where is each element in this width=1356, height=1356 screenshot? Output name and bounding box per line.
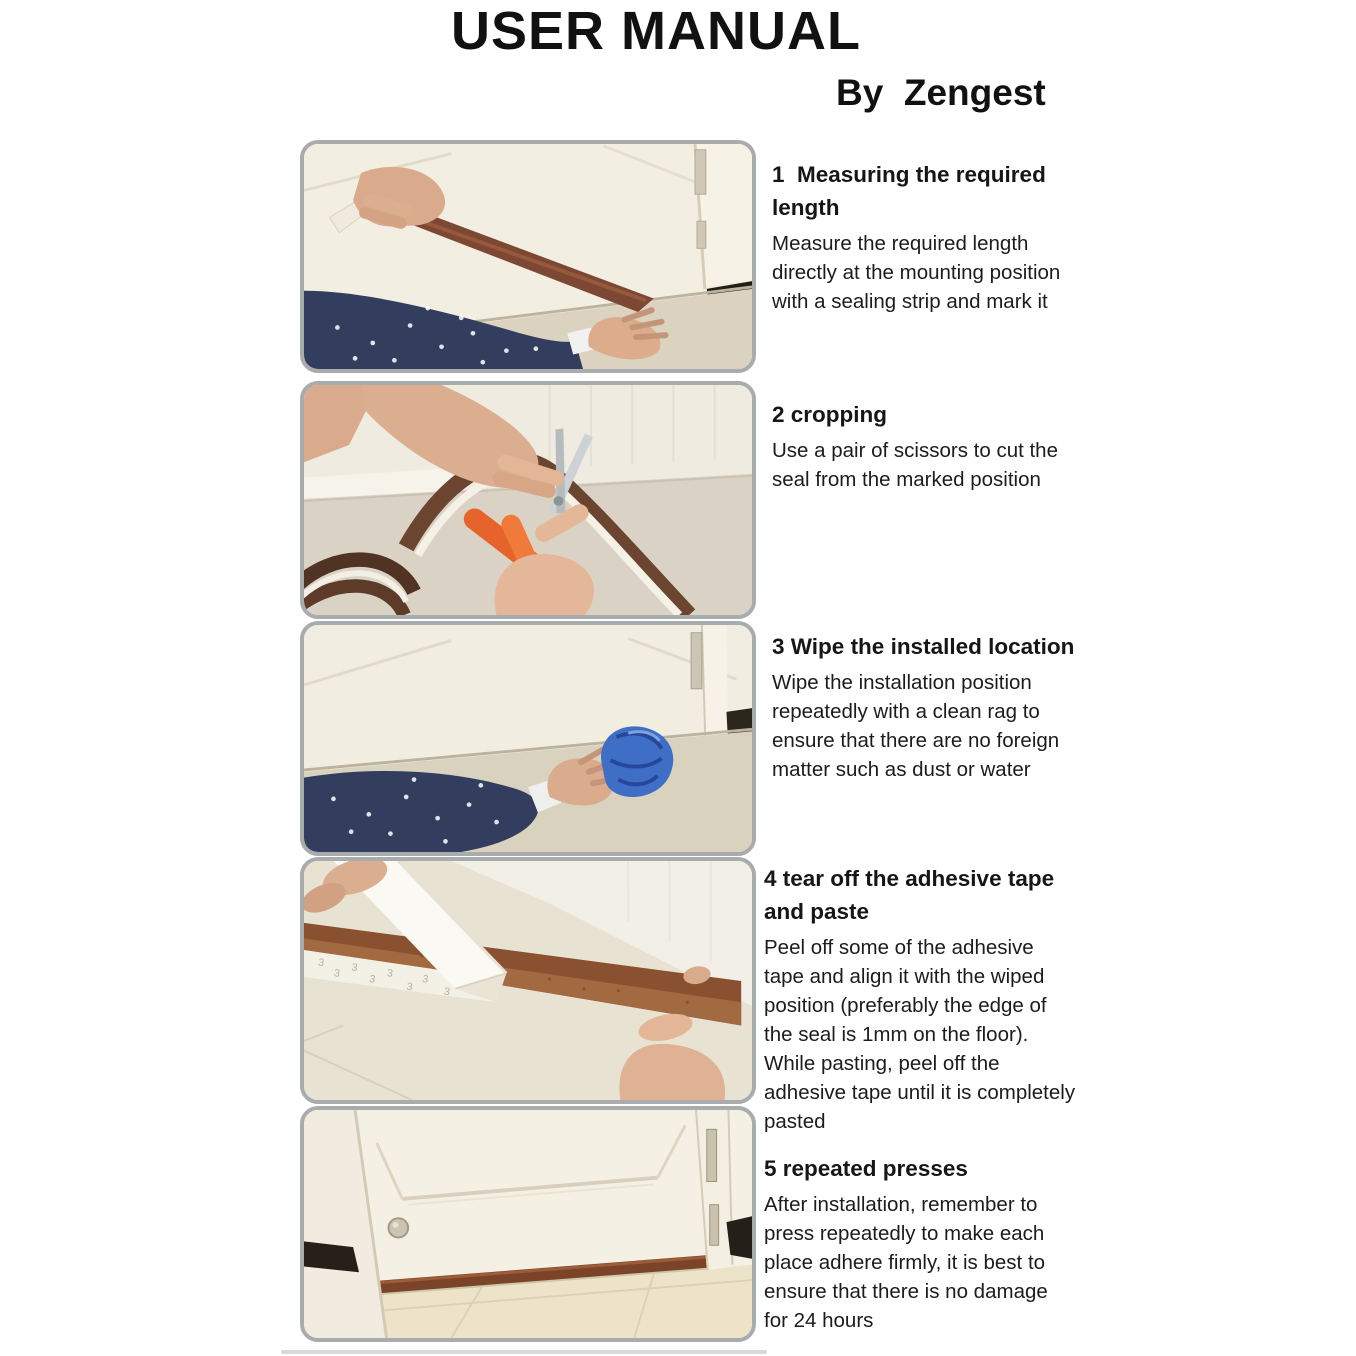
liner-mark: 3 <box>350 961 359 975</box>
step3-heading: 3 Wipe the installed location <box>772 634 1075 659</box>
right-baseboard <box>726 1216 752 1259</box>
measuring-illustration <box>304 144 752 369</box>
peeling-illustration <box>304 861 752 1100</box>
step5-text-block <box>764 1152 1076 1335</box>
next-photo-cropped-edge <box>281 1350 767 1354</box>
step1-measuring-photo <box>300 140 756 373</box>
step5-heading: 5 repeated presses <box>764 1156 968 1181</box>
cropping-illustration <box>304 385 752 615</box>
step2-body: Use a pair of scissors to cut the seal from the marked position <box>772 439 1058 491</box>
door-hinge-icon <box>710 1205 719 1246</box>
page-title: USER MANUAL <box>451 1 861 61</box>
step5-installed-photo <box>300 1106 756 1342</box>
step4-body: Peel off some of the adhesive tape and align it with the wiped position (preferably the edge of the seal is 1mm on the floor). While pasting, peel off the adhesive tape until it is completely pasted <box>764 936 1076 1133</box>
step3-text-block <box>772 630 1080 784</box>
liner-mark: 3 <box>386 967 394 980</box>
step4-peeling-photo <box>300 857 756 1104</box>
step1-heading: 1 Measuring the required length <box>772 162 1053 220</box>
step3-body: Wipe the installation position repeatedly with a clean rag to ensure that there are no foreign matter such as dust or water <box>772 671 1060 781</box>
step5-body: After installation, remember to press repeatedly to make each place adhere firmly, it is best to ensure that there is no damage for 24 hours <box>764 1193 1048 1332</box>
liner-mark: 3 <box>421 973 430 986</box>
liner-mark: 3 <box>317 956 325 970</box>
liner-mark: 3 <box>333 967 341 980</box>
wiping-illustration <box>304 625 752 852</box>
door-hinge-icon <box>707 1129 717 1181</box>
liner-mark: 3 <box>443 985 451 999</box>
step4-heading: 4 tear off the adhesive tape and paste <box>764 866 1061 924</box>
step1-body: Measure the required length directly at the mounting position with a sealing strip and mark it <box>772 232 1061 313</box>
liner-mark: 3 <box>368 973 377 986</box>
installed-illustration <box>304 1110 752 1338</box>
step4-text-block <box>764 862 1076 1136</box>
step2-heading: 2 cropping <box>772 402 888 427</box>
step2-cropping-photo <box>300 381 756 619</box>
page-subtitle: By Zengest <box>836 72 1046 113</box>
liner-mark: 3 <box>405 980 414 994</box>
step1-text-block <box>772 158 1080 316</box>
step2-text-block <box>772 398 1080 494</box>
step3-wiping-photo <box>300 621 756 856</box>
door-hinge-icon <box>691 633 702 689</box>
door-lock-icon <box>388 1218 408 1237</box>
